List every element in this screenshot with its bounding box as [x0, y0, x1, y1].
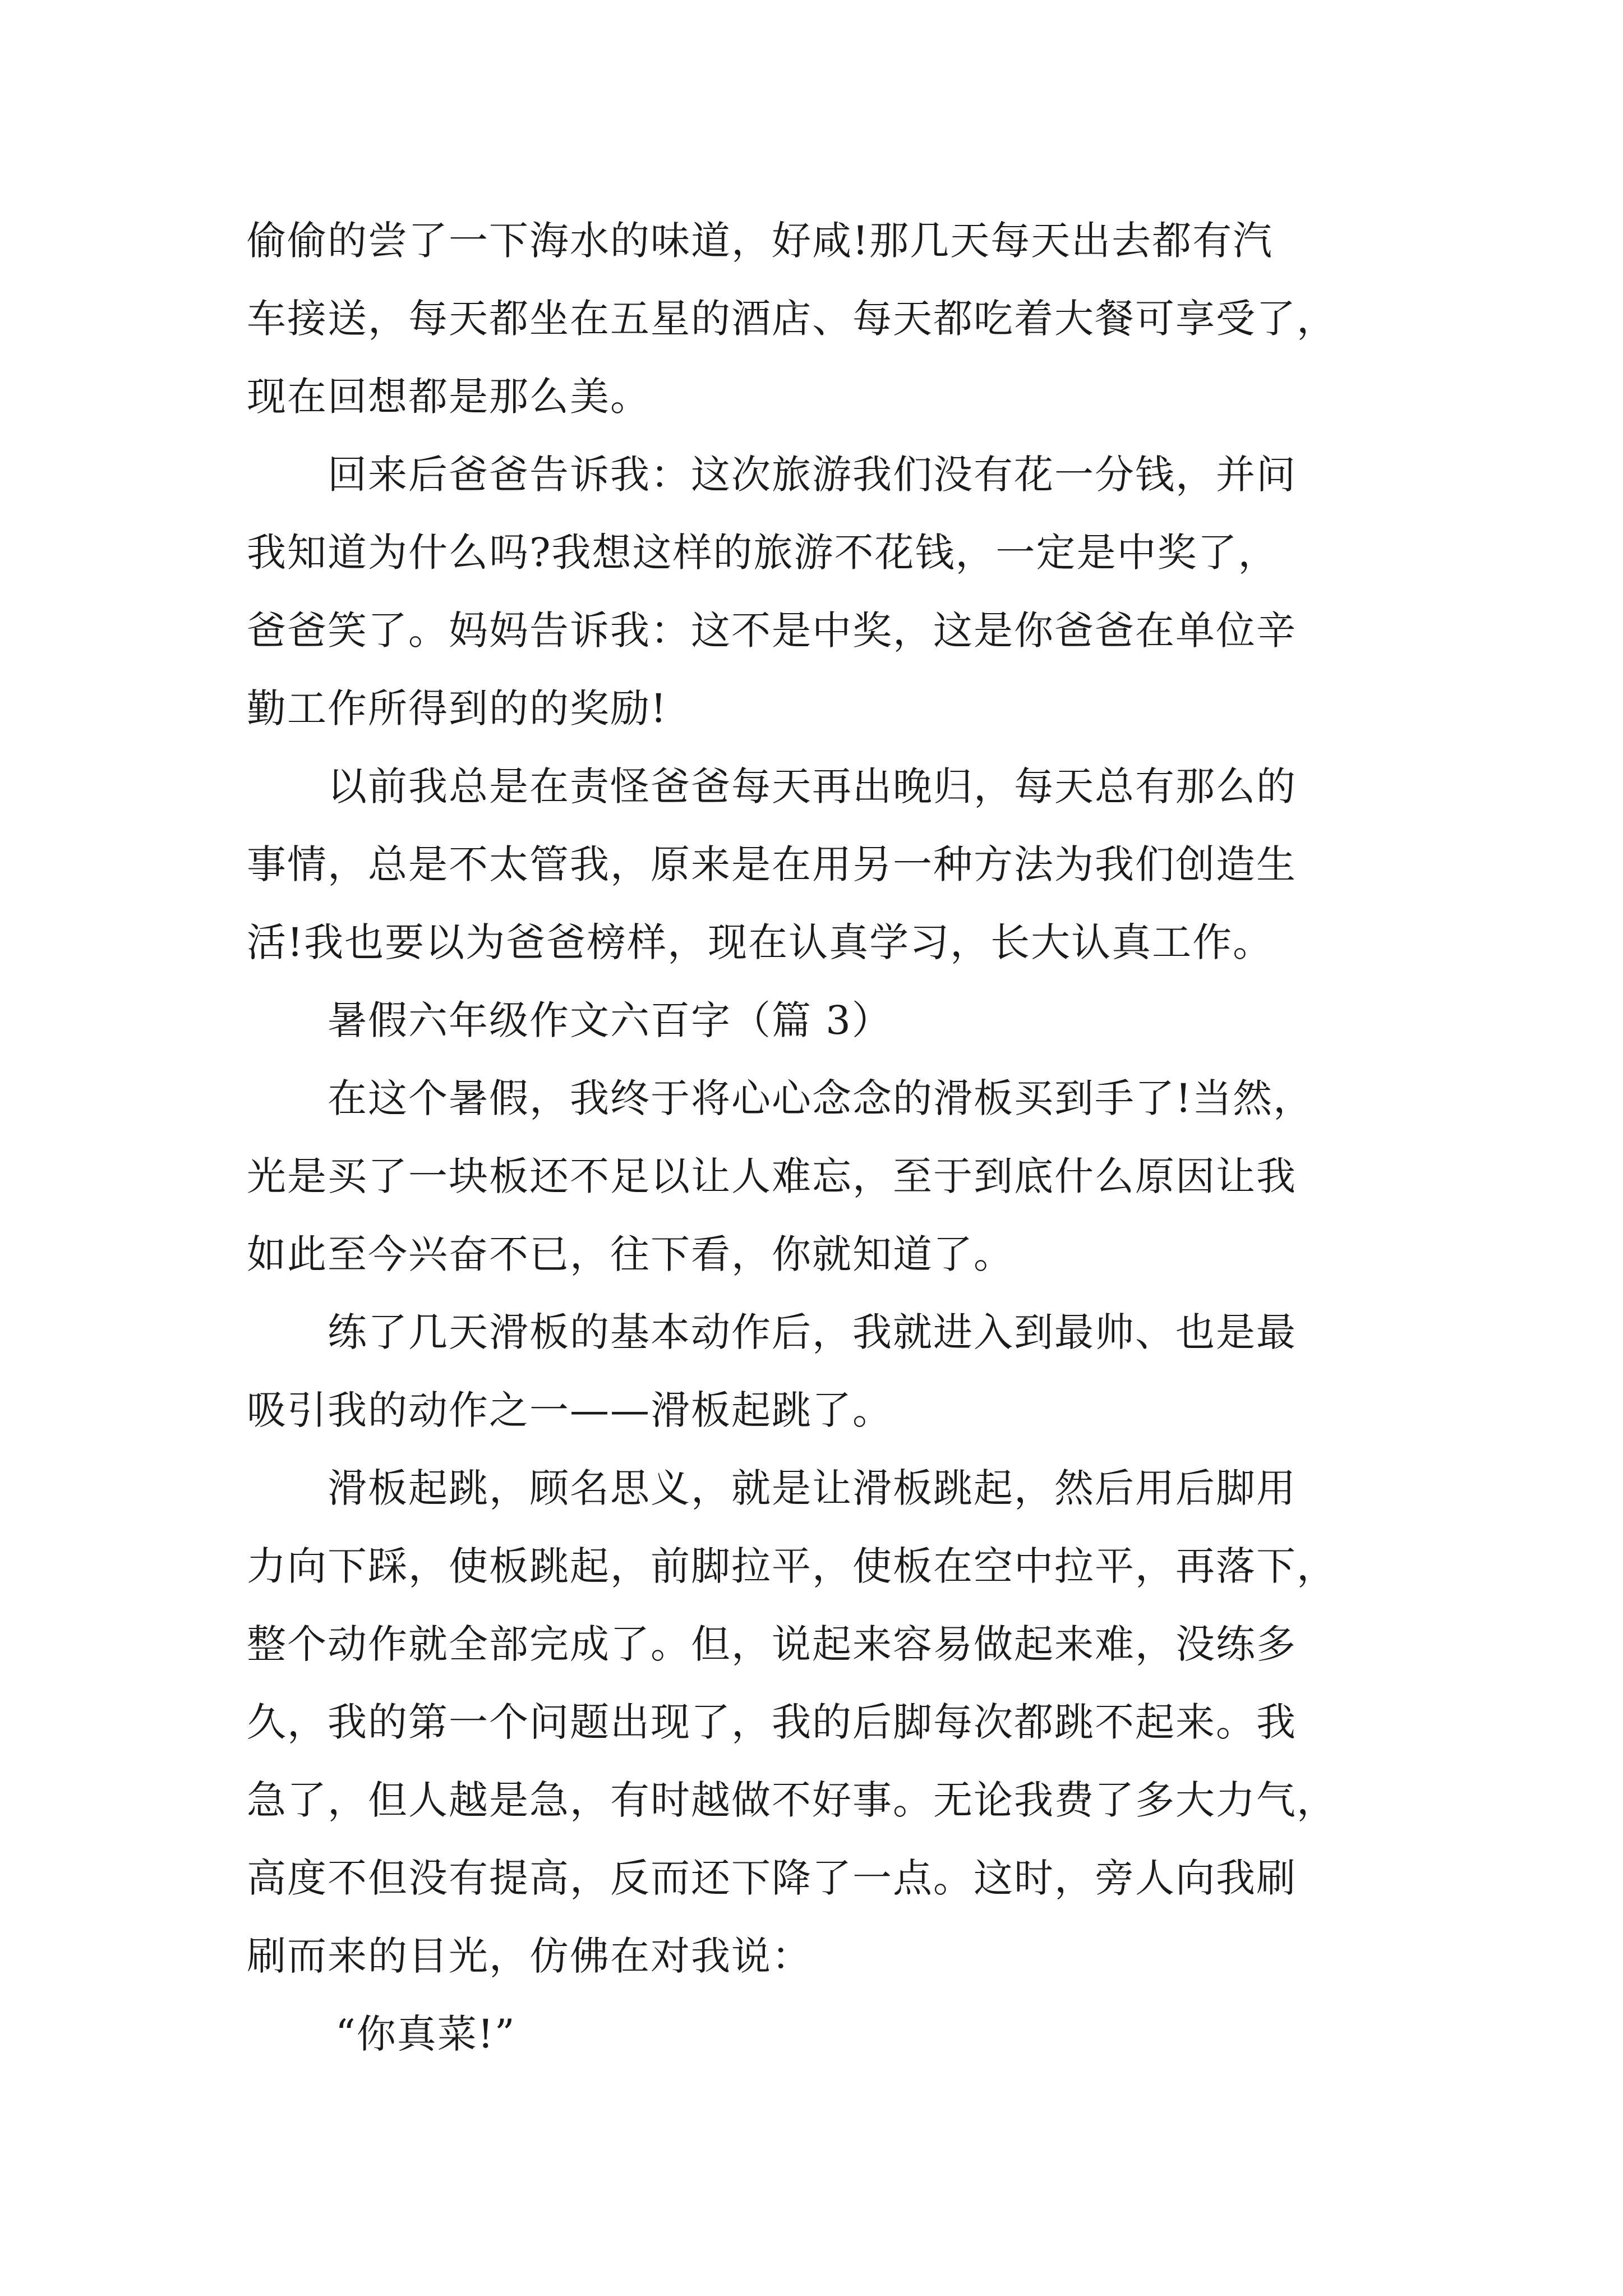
text-line: 久，我的第一个问题出现了，我的后脚每次都跳不起来。我 — [247, 1699, 1297, 1745]
text-line: 练了几天滑板的基本动作后，我就进入到最帅、也是最 — [328, 1309, 1297, 1355]
paragraph-4 — [247, 1060, 1402, 1294]
quote-line: “你真菜!” — [335, 2011, 516, 2057]
text-line: 车接送，每天都坐在五星的酒店、每天都吃着大餐可享受了， — [247, 296, 1337, 342]
text-line: 力向下踩，使板跳起，前脚拉平，使板在空中拉平，再落下， — [247, 1543, 1337, 1589]
text-line: 偷偷的尝了一下海水的味道，好咸!那几天每天出去都有汽 — [247, 218, 1274, 264]
section-title: 暑假六年级作文六百字（篇 3） — [328, 997, 892, 1043]
text-line: 如此至今兴奋不已，往下看，你就知道了。 — [247, 1231, 1014, 1277]
text-line: 活!我也要以为爸爸榜样，现在认真学习，长大认真工作。 — [247, 919, 1274, 965]
text-line: 整个动作就全部完成了。但，说起来容易做起来难，没练多 — [247, 1621, 1297, 1667]
text-line: 事情，总是不太管我，原来是在用另一种方法为我们创造生 — [247, 841, 1297, 887]
text-line: 爸爸笑了。妈妈告诉我：这不是中奖，这是你爸爸在单位辛 — [247, 608, 1297, 654]
text-line: 我知道为什么吗?我想这样的旅游不花钱，一定是中奖了， — [247, 530, 1279, 576]
text-line: 以前我总是在责怪爸爸每天再出晚归，每天总有那么的 — [328, 763, 1297, 809]
paragraph-5 — [247, 1294, 1402, 1450]
text-line: 刷而来的目光，仿佛在对我说： — [247, 1933, 812, 1979]
section-heading — [247, 982, 1402, 1060]
text-line: 吸引我的动作之一——滑板起跳了。 — [247, 1387, 893, 1433]
text-line: 勤工作所得到的的奖励! — [247, 685, 668, 731]
text-line: 在这个暑假，我终于将心心念念的滑板买到手了!当然， — [328, 1075, 1314, 1121]
text-line: 现在回想都是那么美。 — [247, 374, 651, 420]
text-line: 光是买了一块板还不足以让人难忘，至于到底什么原因让我 — [247, 1153, 1297, 1199]
text-line: 滑板起跳，顾名思义，就是让滑板跳起，然后用后脚用 — [328, 1465, 1297, 1511]
paragraph-quote — [247, 1995, 1402, 2073]
paragraph-1 — [247, 202, 1402, 436]
paragraph-3 — [247, 748, 1402, 982]
paragraph-2 — [247, 436, 1402, 748]
text-line: 急了，但人越是急，有时越做不好事。无论我费了多大力气， — [247, 1777, 1337, 1823]
text-line: 高度不但没有提高，反而还下降了一点。这时，旁人向我刷 — [247, 1855, 1297, 1901]
essay-body — [247, 202, 1402, 2073]
paragraph-6 — [247, 1450, 1402, 1995]
text-line: 回来后爸爸告诉我：这次旅游我们没有花一分钱，并问 — [328, 452, 1297, 498]
